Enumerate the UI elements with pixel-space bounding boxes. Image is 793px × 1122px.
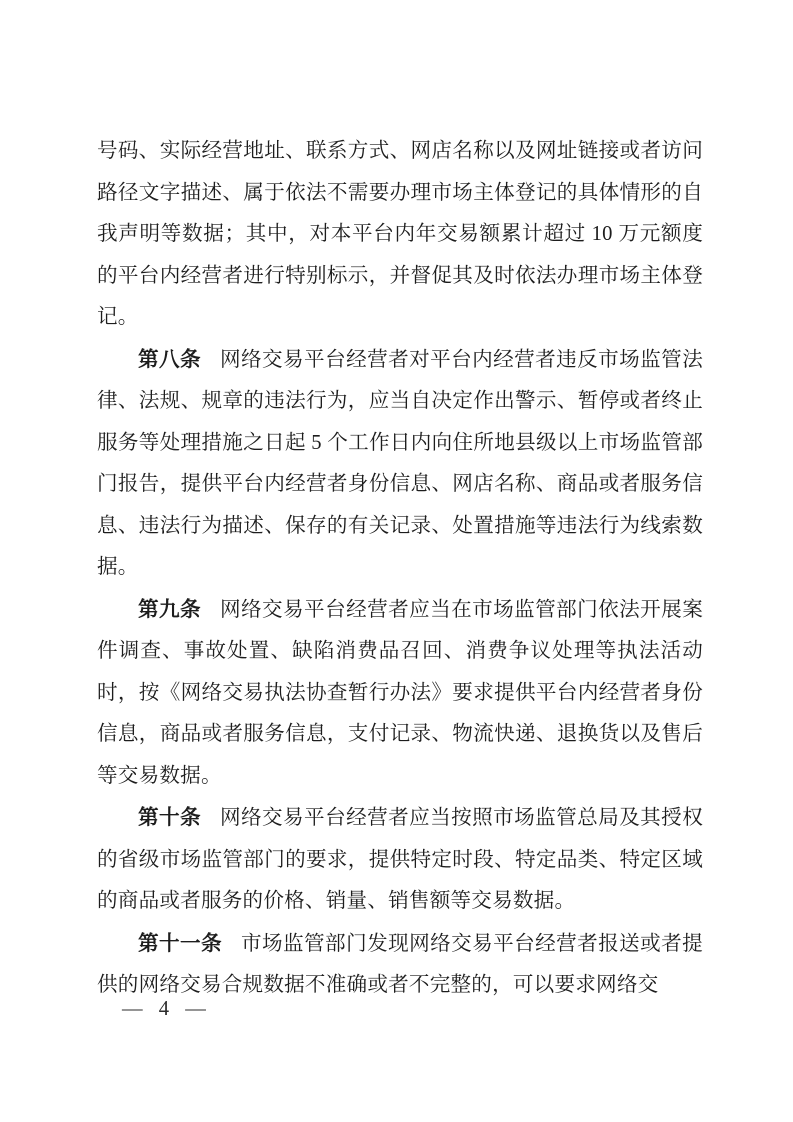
paragraph-text: 市场监管部门发现网络交易平台经营者报送或者提供的网络交易合规数据不准确或者不完整的，可以要求网络交 [97, 932, 703, 996]
paragraph-article-11 [97, 923, 703, 1007]
paragraph-article-9 [97, 589, 703, 798]
page-footer [122, 996, 209, 1022]
article-number-11: 第十一条 [138, 931, 223, 955]
paragraph-text: 号码、实际经营地址、联系方式、网店名称以及网址链接或者访问路径文字描述、属于依法不需要办理市场主体登记的具体情形的自我声明等数据；其中，对本平台内年交易额累计超过 10 万元额度的平台内经营者进行特别标示，并督促其及时依法办理市场主体登记。 [97, 140, 703, 328]
page-number: — 4 — [122, 998, 209, 1020]
article-number-10: 第十条 [138, 806, 202, 829]
paragraph-article-10 [97, 797, 703, 923]
paragraph-text: 网络交易平台经营者应当在市场监管部门依法开展案件调查、事故处置、缺陷消费品召回、消费争议处理等执法活动时，按《网络交易执法协查暂行办法》要求提供平台内经营者身份信息，商品或者服务信息，支付记录、物流快递、退换货以及售后等交易数据。 [97, 598, 703, 787]
paragraph-text: 网络交易平台经营者应当按照市场监管总局及其授权的省级市场监管部门的要求，提供特定时段、特定品类、特定区域的商品或者服务的价格、销量、销售额等交易数据。 [97, 807, 703, 912]
paragraph-text: 网络交易平台经营者对平台内经营者违反市场监管法律、法规、规章的违法行为，应当自决定作出警示、暂停或者终止服务等处理措施之日起 5 个工作日内向住所地县级以上市场监管部门报告，提供平台内经营者身份信息、网店名称、商品或者服务信息、违法行为描述、保存的有关记录、处置措施等违法行为线索数据。 [97, 348, 703, 578]
article-number-8: 第八条 [138, 347, 202, 371]
document-body [97, 131, 703, 1007]
paragraph-article-8 [97, 339, 703, 589]
paragraph-continuation [97, 131, 703, 339]
article-number-9: 第九条 [138, 597, 202, 621]
